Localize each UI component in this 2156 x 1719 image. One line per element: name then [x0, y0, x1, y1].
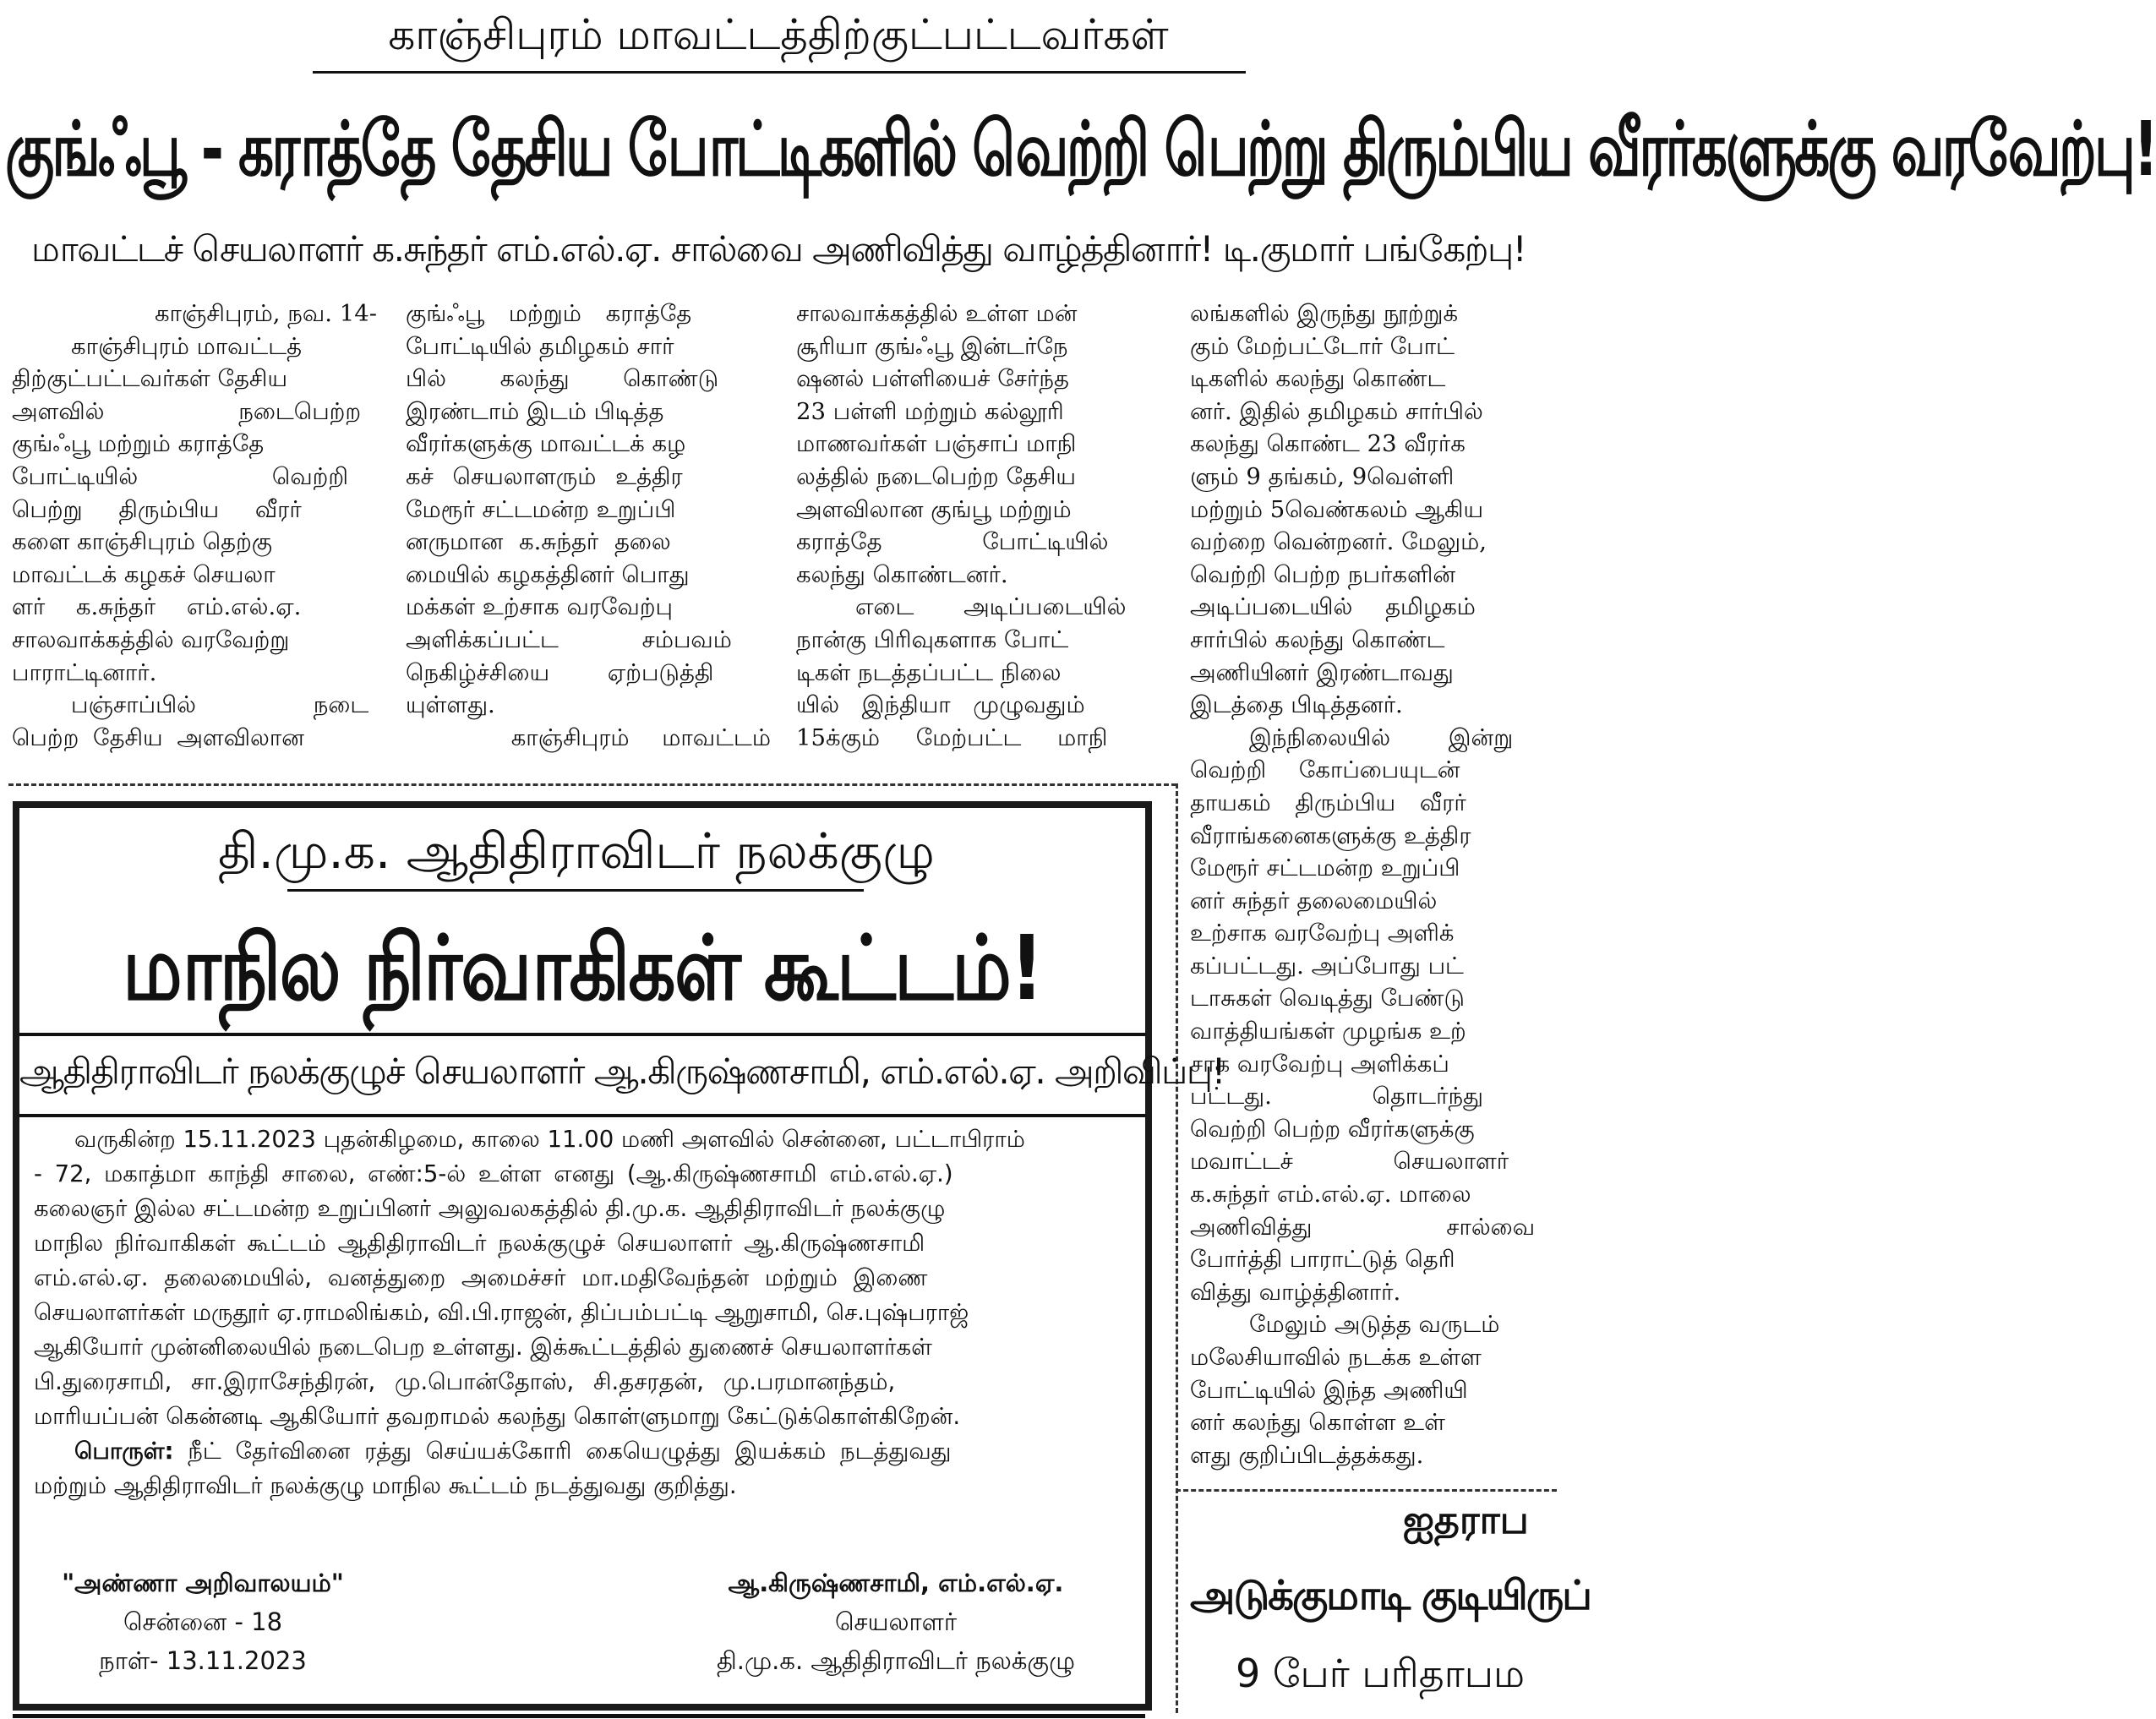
column-line: சாக வரவேற்பு அளிக்கப் — [1190, 1050, 1449, 1078]
column-line: வித்து வாழ்த்தினார். — [1190, 1278, 1401, 1306]
notice-subject-line — [34, 1434, 1138, 1469]
column-line: அளவில் நடைபெற்ற — [12, 397, 362, 425]
article-column-1 — [12, 297, 377, 754]
column-line: னர் சுந்தர் தலைமையில் — [1190, 887, 1438, 914]
column-line: 15க்கும் மேற்பட்ட மாநி — [796, 723, 1108, 751]
notice-line: மாரியப்பன் கென்னடி ஆகியோர் தவறாமல் கலந்து கொள்ளுமாறு கேட்டுக்கொள்கிறேன். — [34, 1403, 961, 1430]
section-divider — [1176, 1489, 1557, 1492]
column-line: டிகள் நடத்தப்பட்ட நிலை — [796, 658, 1062, 686]
column-line: மற்றும் 5வெண்கலம் ஆகிய — [1190, 495, 1484, 523]
column-line: கும் மேற்பட்டோர் போட் — [1190, 332, 1455, 360]
column-line: கராத்தே போட்டியில் — [796, 528, 1109, 556]
column-line: அளவிலான குங்பூ மற்றும் — [796, 495, 1072, 523]
column-line: ளும் 9 தங்கம், 9வெள்ளி — [1190, 462, 1455, 490]
column-line: காஞ்சிபுரம் மாவட்டத் — [71, 332, 303, 360]
column-line: மேரூர் சட்டமன்ற உறுப்பி — [1190, 854, 1460, 882]
column-line: எடை அடிப்படையில் — [855, 593, 1127, 621]
column-line: மலேசியாவில் நடக்க உள்ள — [1190, 1344, 1482, 1371]
notice-line: வருகின்ற 15.11.2023 புதன்கிழமை, காலை 11.00 மணி அளவில் சென்னை, பட்டாபிராம் — [74, 1126, 1025, 1153]
column-line: வாத்தியங்கள் முழங்க உற் — [1190, 1018, 1466, 1045]
column-line: பெற்ற தேசிய அளவிலான — [12, 723, 304, 751]
column-line: வீரர்களுக்கு மாவட்டக் கழ — [406, 430, 686, 458]
column-line: போட்டியில் வெற்றி — [12, 462, 349, 490]
column-line: அளிக்கப்பட்ட சம்பவம் — [406, 625, 732, 653]
teaser-kicker: ஐதராப — [1403, 1497, 1529, 1542]
column-line: அணிவித்து சால்வை — [1190, 1213, 1536, 1241]
column-line: லத்தில் நடைபெற்ற தேசிய — [796, 462, 1076, 490]
column-line: சார்பில் கலந்து கொண்ட — [1190, 625, 1445, 653]
column-line: ளர் க.சுந்தர் எம்.எல்.ஏ. — [12, 593, 302, 621]
signatory-name: ஆ.கிருஷ்ணசாமி, எம்.எல்.ஏ. — [728, 1569, 1064, 1597]
notice-rule — [19, 1114, 1145, 1117]
column-line: காஞ்சிபுரம், நவ. 14- — [154, 300, 377, 327]
column-line: இரண்டாம் இடம் பிடித்த — [406, 397, 664, 425]
column-line: கப்பட்டது. அப்போது பட் — [1190, 952, 1464, 980]
column-line: கலந்து கொண்டனர். — [796, 560, 1008, 588]
notice-line: - 72, மகாத்மா காந்தி சாலை, எண்:5-ல் உள்ள எனது (ஆ.கிருஷ்ணசாமி எம்.எல்.ஏ.) — [34, 1160, 953, 1187]
bottom-rule — [13, 1714, 1145, 1718]
column-line: டிகளில் கலந்து கொண்ட — [1190, 365, 1446, 393]
signature-city: சென்னை - 18 — [123, 1607, 283, 1636]
notice-line: செயலாளர்கள் மருதூர் ஏ.ராமலிங்கம், வி.பி.ராஜன், திப்பம்பட்டி ஆறுசாமி, செ.புஷ்பராஜ் — [34, 1299, 969, 1326]
column-line: அணியினர் இரண்டாவது — [1190, 658, 1454, 686]
article-headline: குங்ஃபூ - கராத்தே தேசிய போட்டிகளில் வெற்றி பெற்று திரும்பிய வீரர்களுக்கு வரவேற்பு! — [5, 105, 2156, 194]
column-line: மேரூர் சட்டமன்ற உறுப்பி — [406, 495, 676, 523]
column-line: மேலும் அடுத்த வருடம் — [1249, 1311, 1500, 1339]
column-divider — [1176, 783, 1178, 1713]
column-line: அடிப்படையில் தமிழகம் — [1190, 593, 1476, 621]
column-line: குங்ஃபூ மற்றும் கராத்தே — [12, 430, 265, 458]
column-line: நெகிழ்ச்சியை ஏற்படுத்தி — [406, 658, 714, 686]
column-line: ஷனல் பள்ளியைச் சேர்ந்த — [796, 365, 1069, 393]
column-line: வீராங்கனைகளுக்கு உத்திர — [1190, 821, 1471, 849]
column-line: போர்த்தி பாராட்டுத் தெரி — [1190, 1246, 1455, 1274]
column-line: வெற்றி கோப்பையுடன் — [1190, 756, 1460, 784]
column-line: குங்ஃபூ மற்றும் கராத்தே — [406, 300, 692, 327]
article-column-2 — [406, 297, 771, 754]
column-line: மக்கள் உற்சாக வரவேற்பு — [406, 593, 674, 621]
column-line: வற்றை வென்றனர். மேலும், — [1190, 528, 1487, 556]
notice-line: பி.துரைசாமி, சா.இராசேந்திரன், மு.பொன்தோஸ், சி.தசரதன், மு.பரமானந்தம், — [34, 1368, 896, 1395]
signature-place: "அண்ணா அறிவாலயம்" — [62, 1569, 344, 1597]
notice-kicker-underline — [287, 889, 864, 892]
column-line: தாயகம் திரும்பிய வீரர் — [1190, 789, 1466, 816]
article-kicker: காஞ்சிபுரம் மாவட்டத்திற்குட்பட்டவர்கள் — [388, 10, 1169, 59]
notice-line: கலைஞர் இல்ல சட்டமன்ற உறுப்பினர் அலுவலகத்தில் தி.மு.க. ஆதிதிராவிடர் நலக்குழு — [34, 1195, 946, 1222]
notice-line: மற்றும் ஆதிதிராவிடர் நலக்குழு மாநில கூட்டம் நடத்துவது குறித்து. — [34, 1472, 737, 1499]
column-line: மாவட்டக் கழகச் செயலா — [12, 560, 276, 588]
column-line: பெற்று திரும்பிய வீரர் — [12, 495, 302, 523]
notice-line: மாநில நிர்வாகிகள் கூட்டம் ஆதிதிராவிடர் நலக்குழுச் செயலாளர் ஆ.கிருஷ்ணசாமி — [34, 1230, 925, 1257]
column-line: லங்களில் இருந்து நூற்றுக் — [1190, 300, 1459, 327]
signature-left — [34, 1563, 372, 1680]
column-line: போட்டியில் இந்த அணியி — [1190, 1376, 1468, 1404]
signatory-role: செயலாளர் — [834, 1607, 958, 1636]
article-column-4 — [1190, 297, 1553, 1471]
column-line: டாசுகள் வெடித்து பேண்டு — [1190, 985, 1465, 1012]
column-line: திற்குட்பட்டவர்கள் தேசிய — [12, 365, 288, 393]
column-line: கச் செயலாளரும் உத்திர — [406, 462, 683, 490]
column-line: இடத்தை பிடித்தனர். — [1190, 691, 1403, 719]
signature-right — [685, 1563, 1107, 1680]
subject-label: பொருள்: — [74, 1438, 174, 1465]
column-line: மையில் கழகத்தினர் பொது — [406, 560, 690, 588]
notice-rule — [19, 1033, 1145, 1036]
notice-kicker: தி.மு.க. ஆதிதிராவிடர் நலக்குழு — [218, 822, 935, 880]
column-line: சாலவாக்கத்தில் உள்ள மன் — [796, 300, 1078, 327]
column-line: பட்டது. தொடர்ந்து — [1190, 1083, 1483, 1111]
subject-text: நீட் தேர்வினை ரத்து செய்யக்கோரி கையெழுத்து இயக்கம் நடத்துவது — [188, 1438, 952, 1465]
column-line: பில் கலந்து கொண்டு — [406, 365, 719, 393]
column-line: இந்நிலையில் இன்று — [1249, 723, 1514, 751]
notice-line: எம்.எல்.ஏ. தலைமையில், வனத்துறை அமைச்சர் மா.மதிவேந்தன் மற்றும் இணை — [34, 1264, 928, 1291]
column-line: நான்கு பிரிவுகளாக போட் — [796, 625, 1069, 653]
column-line: உற்சாக வரவேற்பு அளிக் — [1190, 920, 1455, 947]
column-line: வெற்றி பெற்ற வீரர்களுக்கு — [1190, 1115, 1475, 1143]
column-line: மாணவர்கள் பஞ்சாப் மாநி — [796, 430, 1077, 458]
column-line: சூரியா குங்ஃபூ இன்டர்நே — [796, 332, 1068, 360]
column-line: க.சுந்தர் எம்.எல்.ஏ. மாலை — [1190, 1181, 1471, 1209]
column-line: னருமான க.சுந்தர் தலை — [406, 528, 671, 556]
column-line: வெற்றி பெற்ற நபர்களின் — [1190, 560, 1456, 588]
column-line: 23 பள்ளி மற்றும் கல்லூரி — [796, 397, 1064, 425]
column-line: பஞ்சாப்பில் நடை — [71, 691, 369, 719]
column-line: பாராட்டினார். — [12, 658, 157, 686]
column-line: னர். இதில் தமிழகம் சார்பில் — [1190, 397, 1483, 425]
signature-date: நாள்- 13.11.2023 — [99, 1646, 307, 1675]
kicker-underline — [313, 71, 1246, 74]
section-divider — [8, 783, 1176, 786]
column-line: னர் கலந்து கொள்ள உள் — [1190, 1409, 1445, 1437]
signatory-org: தி.மு.க. ஆதிதிராவிடர் நலக்குழு — [717, 1646, 1075, 1675]
teaser-subhead: 9 பேர் பரிதாபம — [1236, 1651, 1526, 1696]
column-line: கலந்து கொண்ட 23 வீரர்க — [1190, 430, 1466, 458]
column-line: ளது குறிப்பிடத்தக்கது. — [1190, 1441, 1424, 1469]
column-line: காஞ்சிபுரம் மாவட்டம் — [510, 723, 771, 751]
teaser-headline: அடுக்குமாடி குடியிருப் — [1190, 1572, 1591, 1619]
article-column-3 — [796, 297, 1161, 754]
notice-subhead: ஆதிதிராவிடர் நலக்குழுச் செயலாளர் ஆ.கிருஷ்ணசாமி, எம்.எல்.ஏ. அறிவிப்பு! — [19, 1050, 1225, 1092]
notice-headline: மாநில நிர்வாகிகள் கூட்டம்! — [122, 915, 1043, 1021]
article-subhead: மாவட்டச் செயலாளர் க.சுந்தர் எம்.எல்.ஏ. சால்வை அணிவித்து வாழ்த்தினார்! டி.குமார் பங்கேற்பு! — [30, 228, 1526, 270]
column-line: மவாட்டச் செயலாளர் — [1190, 1148, 1509, 1176]
column-line: சாலவாக்கத்தில் வரவேற்று — [12, 625, 290, 653]
column-line: களை காஞ்சிபுரம் தெற்கு — [12, 528, 273, 556]
column-line: யுள்ளது. — [406, 691, 495, 719]
column-line: போட்டியில் தமிழகம் சார் — [406, 332, 674, 360]
column-line: யில் இந்தியா முழுவதும் — [796, 691, 1085, 719]
notice-line: ஆகியோர் முன்னிலையில் நடைபெற உள்ளது. இக்கூட்டத்தில் துணைச் செயலாளர்கள் — [34, 1334, 932, 1361]
notice-body — [34, 1122, 1138, 1503]
